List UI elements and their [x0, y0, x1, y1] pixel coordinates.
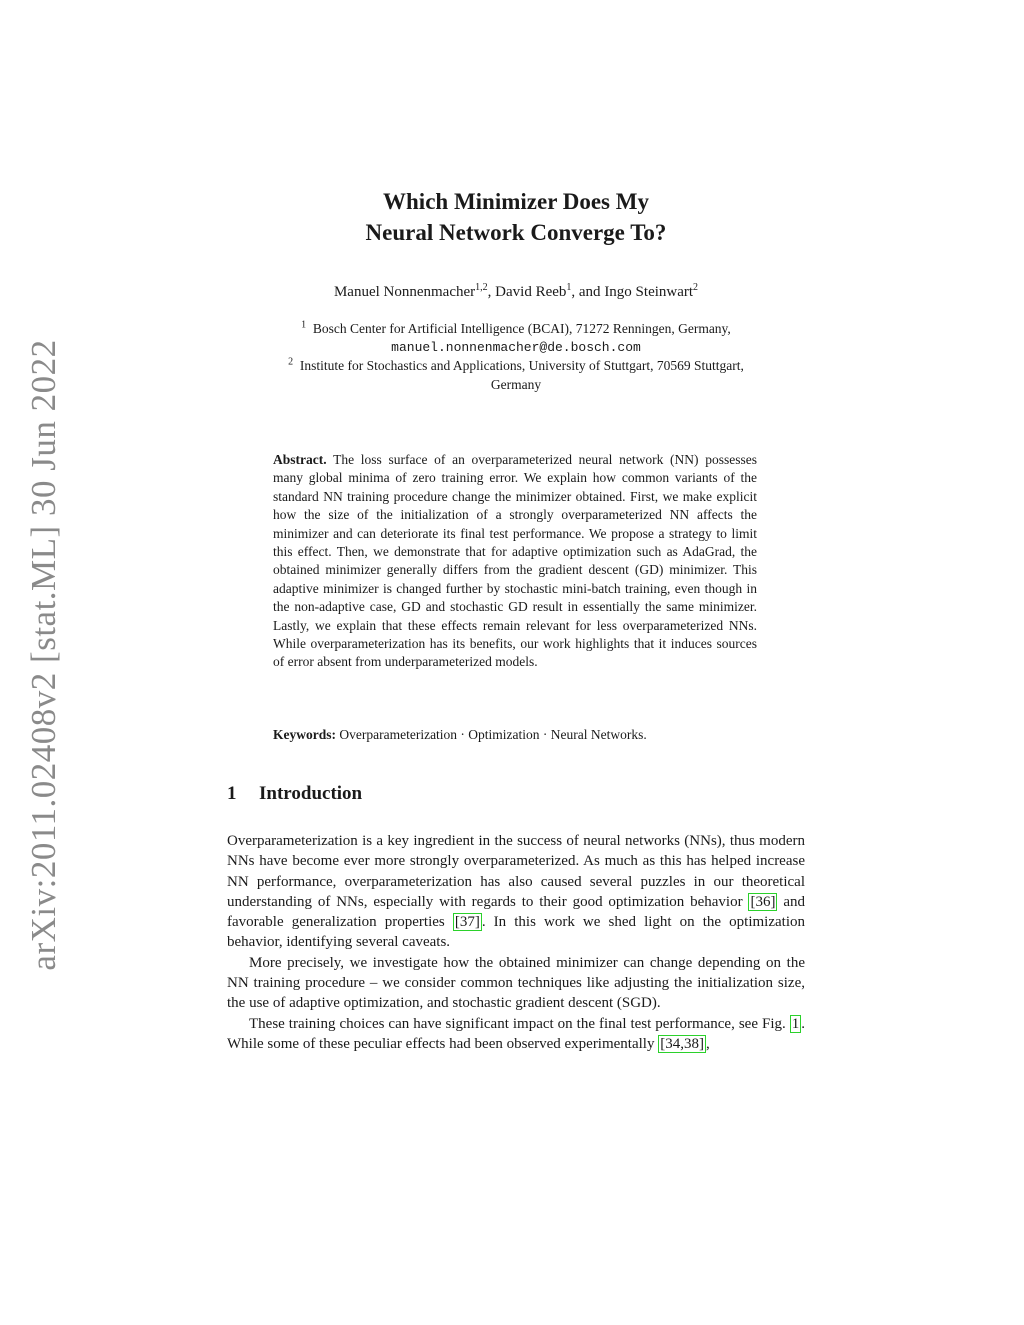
- keywords-label: Keywords:: [273, 727, 336, 742]
- arxiv-identifier: arXiv:2011.02408v2 [stat.ML] 30 Jun 2022: [24, 339, 63, 971]
- author-email[interactable]: manuel.nonnenmacher@de.bosch.com: [391, 339, 641, 355]
- title-line-2: Neural Network Converge To?: [365, 220, 667, 245]
- title-line-1: Which Minimizer Does My: [383, 189, 649, 214]
- keywords: [273, 727, 763, 743]
- intro-paragraph-1: Overparameterization is a key ingredient in the success of neural networks (NNs), thus modern NNs have become ever more strongly overparameterized. As much as this has helped increase NN performance, overparameterization has also caused several puzzles in our theoretical understanding of NNs, especially with regards to their good optimization behavior [36] and favorable generalization properties [37] . In this work we shed light on the optimization behavior, identifying several caveats.: [227, 833, 805, 951]
- author-2: David Reeb: [495, 284, 567, 300]
- citation-link[interactable]: [34,38]: [660, 1035, 704, 1052]
- abstract: [273, 451, 757, 672]
- intro-paragraph-2: More precisely, we investigate how the obtained minimizer can change depending on the NN training procedure – we consider common techniques like adjusting the initialization size, the use of adaptive optimization, and stochastic gradient descent (SGD).: [227, 954, 805, 1012]
- section-title: Introduction: [259, 783, 363, 804]
- author-3: Ingo Steinwart: [604, 284, 694, 300]
- author-1-affil: 1,2: [475, 282, 488, 293]
- author-3-affil: 2: [693, 282, 699, 293]
- keywords-text: Overparameterization · Optimization · Neural Networks.: [339, 727, 647, 742]
- abstract-text: The loss surface of an overparameterized neural network (NN) possesses many global minima of zero training error. We explain how common variants of the standard NN training procedure change the minimizer obtained. First, we make explicit how the size of the initialization of a strongly overparameterized NN affects the minimizer and can deteriorate its final test performance. We propose a strategy to limit this effect. Then, we demonstrate that for adaptive optimization such as AdaGrad, the obtained minimizer generally differs from the gradient descent (GD) minimizer. This adaptive minimizer is changed further by stochastic mini-batch training, even though in the non-adaptive case, GD and stochastic GD result in essentially the same minimizer. Lastly, we explain that these effects remain relevant for less overparameterized NNs. While overparameterization has its benefits, our work highlights that it induces sources of error absent from underparameterized models.: [273, 452, 757, 670]
- section-heading: [227, 783, 362, 805]
- intro-body: [227, 831, 805, 1054]
- citation-link[interactable]: [36]: [750, 893, 776, 910]
- abstract-label: Abstract.: [273, 452, 327, 467]
- affiliations: [227, 320, 805, 394]
- author-list: Manuel Nonnenmacher$^{1,2}$, David Reeb$^1$, and Ingo Steinwart$^2$: [333, 282, 699, 300]
- affiliation-2-country: Germany: [490, 376, 542, 392]
- citation-link[interactable]: [37]: [454, 914, 480, 931]
- author-2-affil: 1: [566, 282, 572, 293]
- affiliation-1: $^1$ Bosch Center for Artificial Intelligence (BCAI), 71272 Renningen, Germany,: [301, 319, 731, 336]
- intro-paragraph-3: These training choices can have significant impact on the final test performance, see Fig. 1 . While some of these peculiar effects had been observed experimentally [34,38] ,: [227, 1015, 805, 1052]
- paper-title: [227, 186, 805, 248]
- affiliation-2: $^2$ Institute for Stochastics and Applications, University of Stuttgart, 70569 Stuttgart,: [288, 356, 744, 373]
- author-1: Manuel Nonnenmacher: [333, 284, 476, 300]
- figure-link[interactable]: 1: [791, 1015, 800, 1032]
- section-number: 1: [227, 783, 237, 804]
